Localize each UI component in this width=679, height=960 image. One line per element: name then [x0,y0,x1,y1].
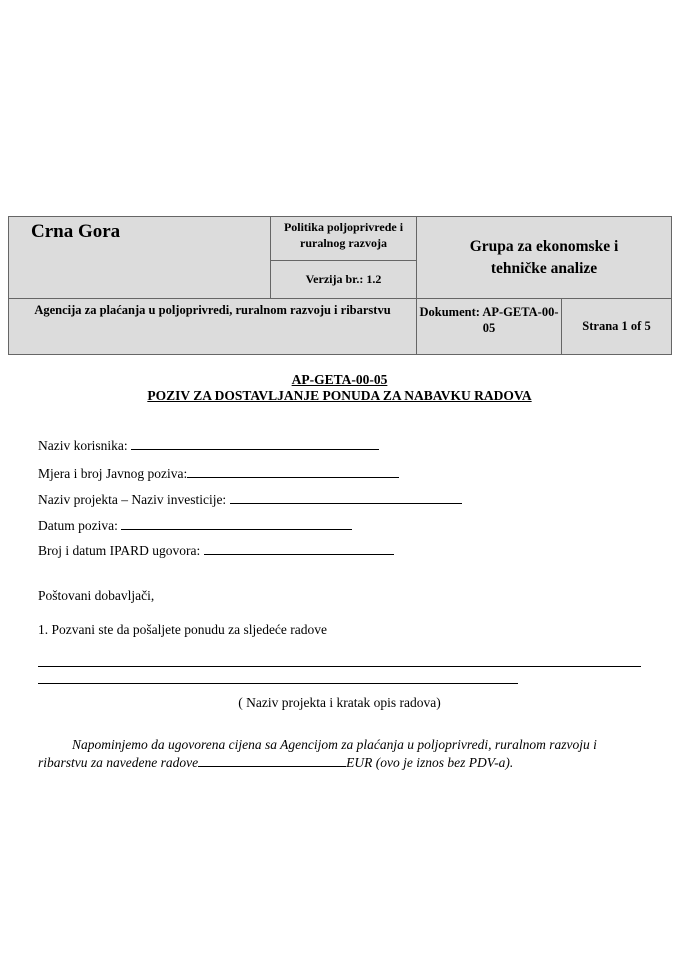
agency-cell [9,299,417,355]
note-text: Napominjemo da ugovorena cijena sa Agencijom za plaćanja u poljoprivredi, ruralnom razvoju i ribarstvu za navedene radove [38,737,597,770]
greeting: Poštovani dobavljači, [38,588,155,603]
field-public-call [38,465,399,483]
fill-line [230,491,462,504]
field-project-name [38,491,462,509]
group-cell [417,217,672,299]
description-caption: ( Naziv projekta i kratak opis radova) [238,695,441,710]
policy-cell: Politika poljoprivrede i ruralnog razvoja [271,217,417,261]
description-line-1 [38,666,641,667]
field-call-date [38,517,352,535]
amount-line [198,754,346,767]
page-number-cell: Strana 1 of 5 [562,299,672,355]
field-label: Naziv projekta – Naziv investicije: [38,492,230,507]
group-label: Grupa za ekonomske i tehničke analize [469,237,619,277]
document-title: POZIV ZA DOSTAVLJANJE PONUDA ZA NABAVKU RADOVA [147,388,532,403]
document-label: Dokument: AP-GETA-00-05 [419,305,559,335]
fill-line [131,437,379,450]
fill-line [121,517,352,530]
agency-label: Agencija za plaćanja u poljoprivredi, ruralnom razvoju i ribarstvu [34,303,391,317]
fill-line [204,542,394,555]
item-1: 1. Pozvani ste da pošaljete ponudu za sljedeće radove [38,622,328,637]
note-text-end: EUR (ovo je iznos bez PDV-a). [346,755,514,770]
fill-line [187,465,399,478]
field-label: Datum poziva: [38,518,122,533]
field-beneficiary-name [38,437,379,455]
price-note [38,736,642,772]
field-label: Naziv korisnika: [38,438,131,453]
field-ipard-contract [38,542,394,560]
country-cell: Crna Gora [9,217,271,299]
field-label: Mjera i broj Javnog poziva: [38,466,188,481]
field-label: Broj i datum IPARD ugovora: [38,543,204,558]
document-header-table [8,216,672,355]
document-code: AP-GETA-00-05 [291,372,388,387]
description-line-2 [38,683,518,684]
version-cell: Verzija br.: 1.2 [271,261,417,299]
document-cell [417,299,562,355]
